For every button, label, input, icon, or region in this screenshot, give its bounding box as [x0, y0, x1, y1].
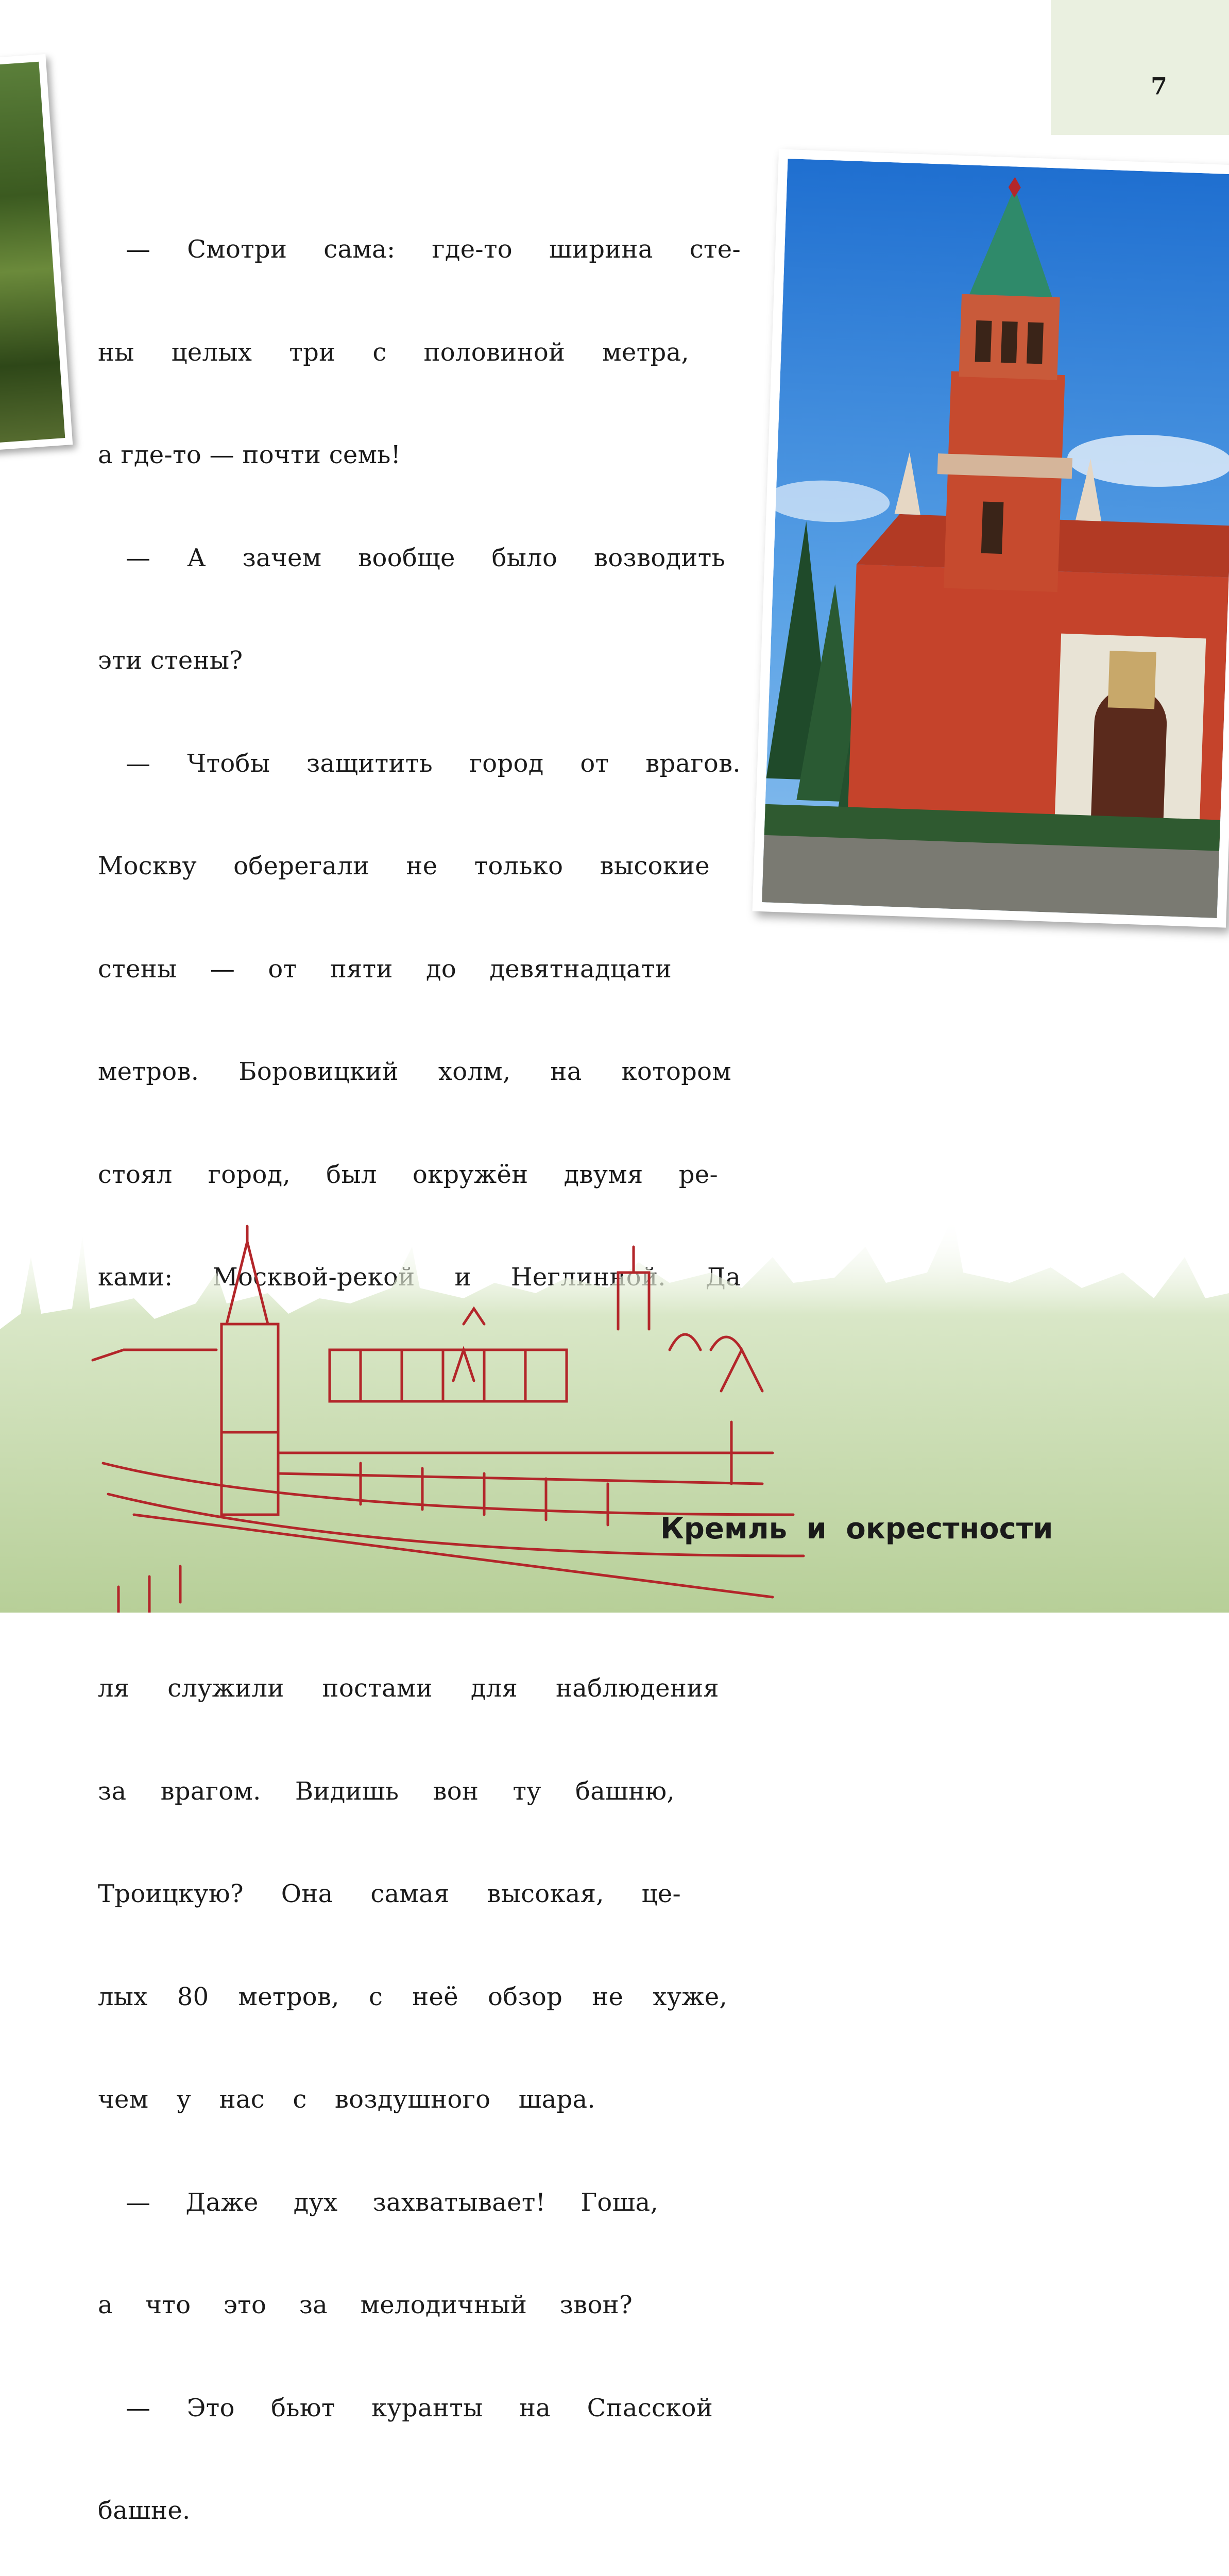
text-line: Москву оберегали не только высокие — [98, 852, 710, 880]
left-photo-image — [0, 62, 65, 443]
text-line: эти стены? — [98, 646, 243, 675]
text-line: — А зачем вообще было возводить — [126, 543, 725, 572]
text-line: — Чтобы защитить город от врагов. — [126, 749, 741, 778]
page-number-tab — [1051, 0, 1229, 135]
text-line: ля служили постами для наблюдения — [98, 1674, 719, 1703]
page-number: 7 — [1150, 72, 1167, 100]
text-line: а где-то — почти семь! — [98, 440, 401, 469]
text-line: — Это бьют куранты на Спасской — [126, 2393, 713, 2422]
text-line: — Смотри сама: где-то ширина сте- — [126, 235, 741, 264]
text-line: ны целых три с половиной метра, — [98, 337, 689, 367]
text-line: за врагом. Видишь вон ту башню, — [98, 1776, 675, 1806]
text-line: лых 80 метров, с неё обзор не хуже, — [98, 1982, 727, 2011]
text-line: стены — от пяти до девятнадцати — [98, 954, 672, 984]
text-line: стоял город, был окружён двумя ре- — [98, 1160, 718, 1189]
text-line: — Даже дух захватывает! Гоша, — [126, 2188, 658, 2217]
text-line: башне. — [98, 2496, 191, 2525]
kremlin-sketch-skyline — [0, 1195, 1229, 1613]
section-title: Кремль и окрестности — [660, 1512, 1053, 1546]
text-line: ками: Москвой-рекой и Неглинной. Да — [98, 1263, 741, 1292]
text-line: Троицкую? Она самая высокая, це- — [98, 1879, 681, 1908]
text-line: метров. Боровицкий холм, на котором — [98, 1057, 731, 1086]
text-line: а что это за мелодичный звон? — [98, 2291, 633, 2319]
text-line: чем у нас с воздушного шара. — [98, 2085, 595, 2114]
left-photo — [0, 54, 73, 451]
